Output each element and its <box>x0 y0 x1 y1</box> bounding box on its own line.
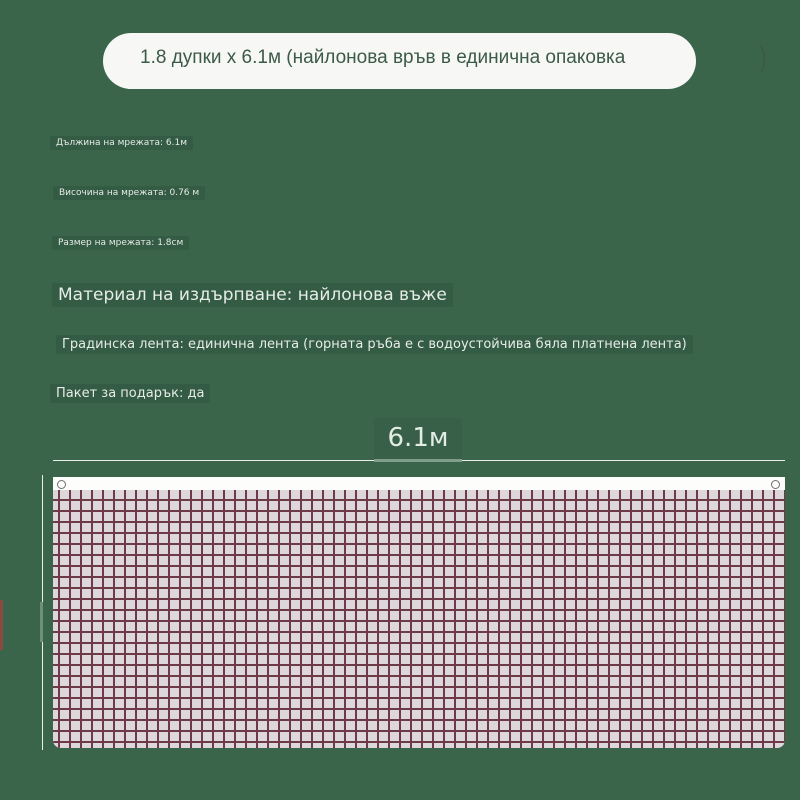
spec-net-height: Височина на мрежата: 0.76 м <box>53 186 205 200</box>
spec-tape: Градинска лента: единична лента (горната ръба е с водоустойчива бяла платнена лента) <box>56 335 693 354</box>
dimension-accent <box>374 459 462 462</box>
title-closing-paren: ) <box>759 41 767 74</box>
net-top-tape <box>53 477 785 490</box>
spec-net-length: Дължина на мрежата: 6.1м <box>50 136 193 150</box>
edge-artifact <box>0 600 3 650</box>
product-title: 1.8 дупки x 6.1м (найлонова връв в единична опаковка <box>140 47 626 68</box>
net-illustration <box>53 477 785 748</box>
spec-material: Материал на издърпване: найлонова въже <box>52 283 453 307</box>
grommet-icon <box>771 480 780 489</box>
spec-mesh-size: Размер на мрежата: 1.8см <box>52 236 189 250</box>
net-mesh <box>53 490 785 748</box>
width-dimension-label: 6.1м <box>374 418 462 460</box>
height-marker <box>40 602 43 642</box>
title-banner <box>103 33 767 89</box>
spec-gift-package: Пакет за подарък: да <box>50 384 210 403</box>
grommet-icon <box>57 480 66 489</box>
